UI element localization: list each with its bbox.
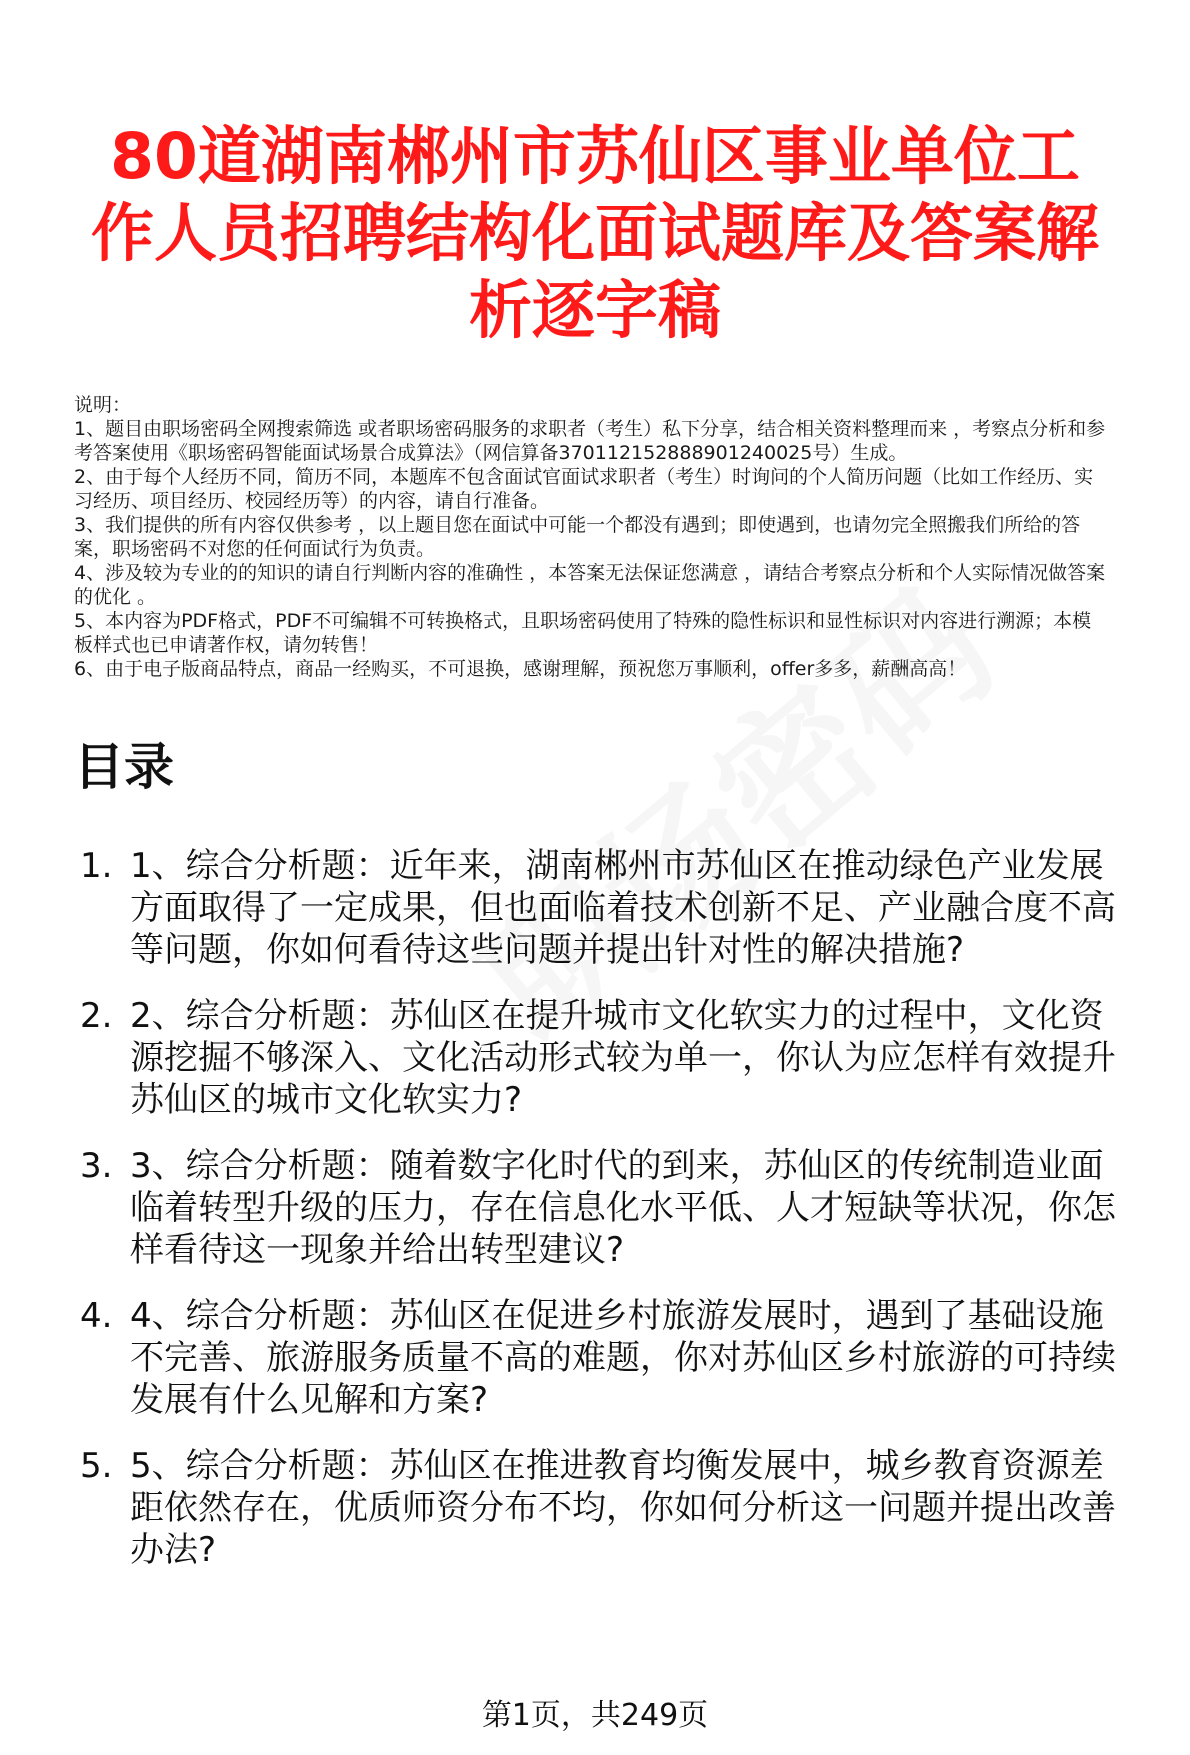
- toc-item-text[interactable]: 2、综合分析题：苏仙区在提升城市文化软实力的过程中，文化资源挖掘不够深入、文化活动形式较为单一，你认为应怎样有效提升苏仙区的城市文化软实力?: [130, 996, 1116, 1120]
- toc-item-number: 1.: [80, 846, 113, 886]
- toc-heading: 目录: [74, 738, 174, 796]
- toc-item-number: 5.: [80, 1446, 113, 1486]
- toc-item[interactable]: [74, 1145, 1116, 1271]
- toc-item[interactable]: [74, 845, 1116, 971]
- toc-item-text[interactable]: 1、综合分析题：近年来，湖南郴州市苏仙区在推动绿色产业发展方面取得了一定成果，但也面临着技术创新不足、产业融合度不高等问题，你如何看待这些问题并提出针对性的解决措施?: [130, 846, 1116, 970]
- note-item: 1、题目由职场密码全网搜索筛选 或者职场密码服务的求职者（考生）私下分享，结合相关资料整理而来 ，考察点分析和参考答案使用《职场密码智能面试场景合成算法》（网信算备370112152888901240025号）生成。: [74, 418, 1106, 464]
- toc-list: [74, 845, 1116, 1571]
- toc-item[interactable]: [74, 1445, 1116, 1571]
- toc-item-number: 2.: [80, 996, 113, 1036]
- note-item: 5、本内容为PDF格式，PDF不可编辑不可转换格式，且职场密码使用了特殊的隐性标识和显性标识对内容进行溯源；本模板样式也已申请著作权，请勿转售！: [74, 610, 1092, 656]
- toc-item[interactable]: [74, 1295, 1116, 1421]
- notes-heading: 说明：: [74, 394, 132, 416]
- instructions-notes: [74, 393, 1116, 681]
- toc-item-number: 4.: [80, 1296, 113, 1336]
- note-item: 4、涉及较为专业的的知识的请自行判断内容的准确性 ，本答案无法保证您满意 ，请结合考察点分析和个人实际情况做答案的优化 。: [74, 562, 1106, 608]
- page-number-footer: 第1页，共249页: [481, 1698, 709, 1733]
- toc-item-text[interactable]: 4、综合分析题：苏仙区在促进乡村旅游发展时，遇到了基础设施不完善、旅游服务质量不高的难题，你对苏仙区乡村旅游的可持续发展有什么见解和方案?: [130, 1296, 1116, 1420]
- toc-item[interactable]: [74, 995, 1116, 1121]
- note-item: 2、由于每个人经历不同，简历不同，本题库不包含面试官面试求职者（考生）时询问的个人简历问题（比如工作经历、实习经历、项目经历、校园经历等）的内容，请自行准备。: [74, 466, 1094, 512]
- toc-item-number: 3.: [80, 1146, 113, 1186]
- note-item: 3、我们提供的所有内容仅供参考 ，以上题目您在面试中可能一个都没有遇到；即使遇到，也请勿完全照搬我们所给的答案，职场密码不对您的任何面试行为负责。: [74, 514, 1081, 560]
- document-title: 80道湖南郴州市苏仙区事业单位工作人员招聘结构化面试题库及答案解析逐字稿: [91, 120, 1099, 347]
- toc-item-text[interactable]: 5、综合分析题：苏仙区在推进教育均衡发展中，城乡教育资源差距依然存在，优质师资分布不均，你如何分析这一问题并提出改善办法?: [130, 1446, 1116, 1570]
- toc-item-text[interactable]: 3、综合分析题：随着数字化时代的到来，苏仙区的传统制造业面临着转型升级的压力，存在信息化水平低、人才短缺等状况，你怎样看待这一现象并给出转型建议?: [130, 1146, 1116, 1270]
- note-item: 6、由于电子版商品特点，商品一经购买，不可退换，感谢理解，预祝您万事顺利，offer多多，薪酬高高！: [74, 658, 967, 680]
